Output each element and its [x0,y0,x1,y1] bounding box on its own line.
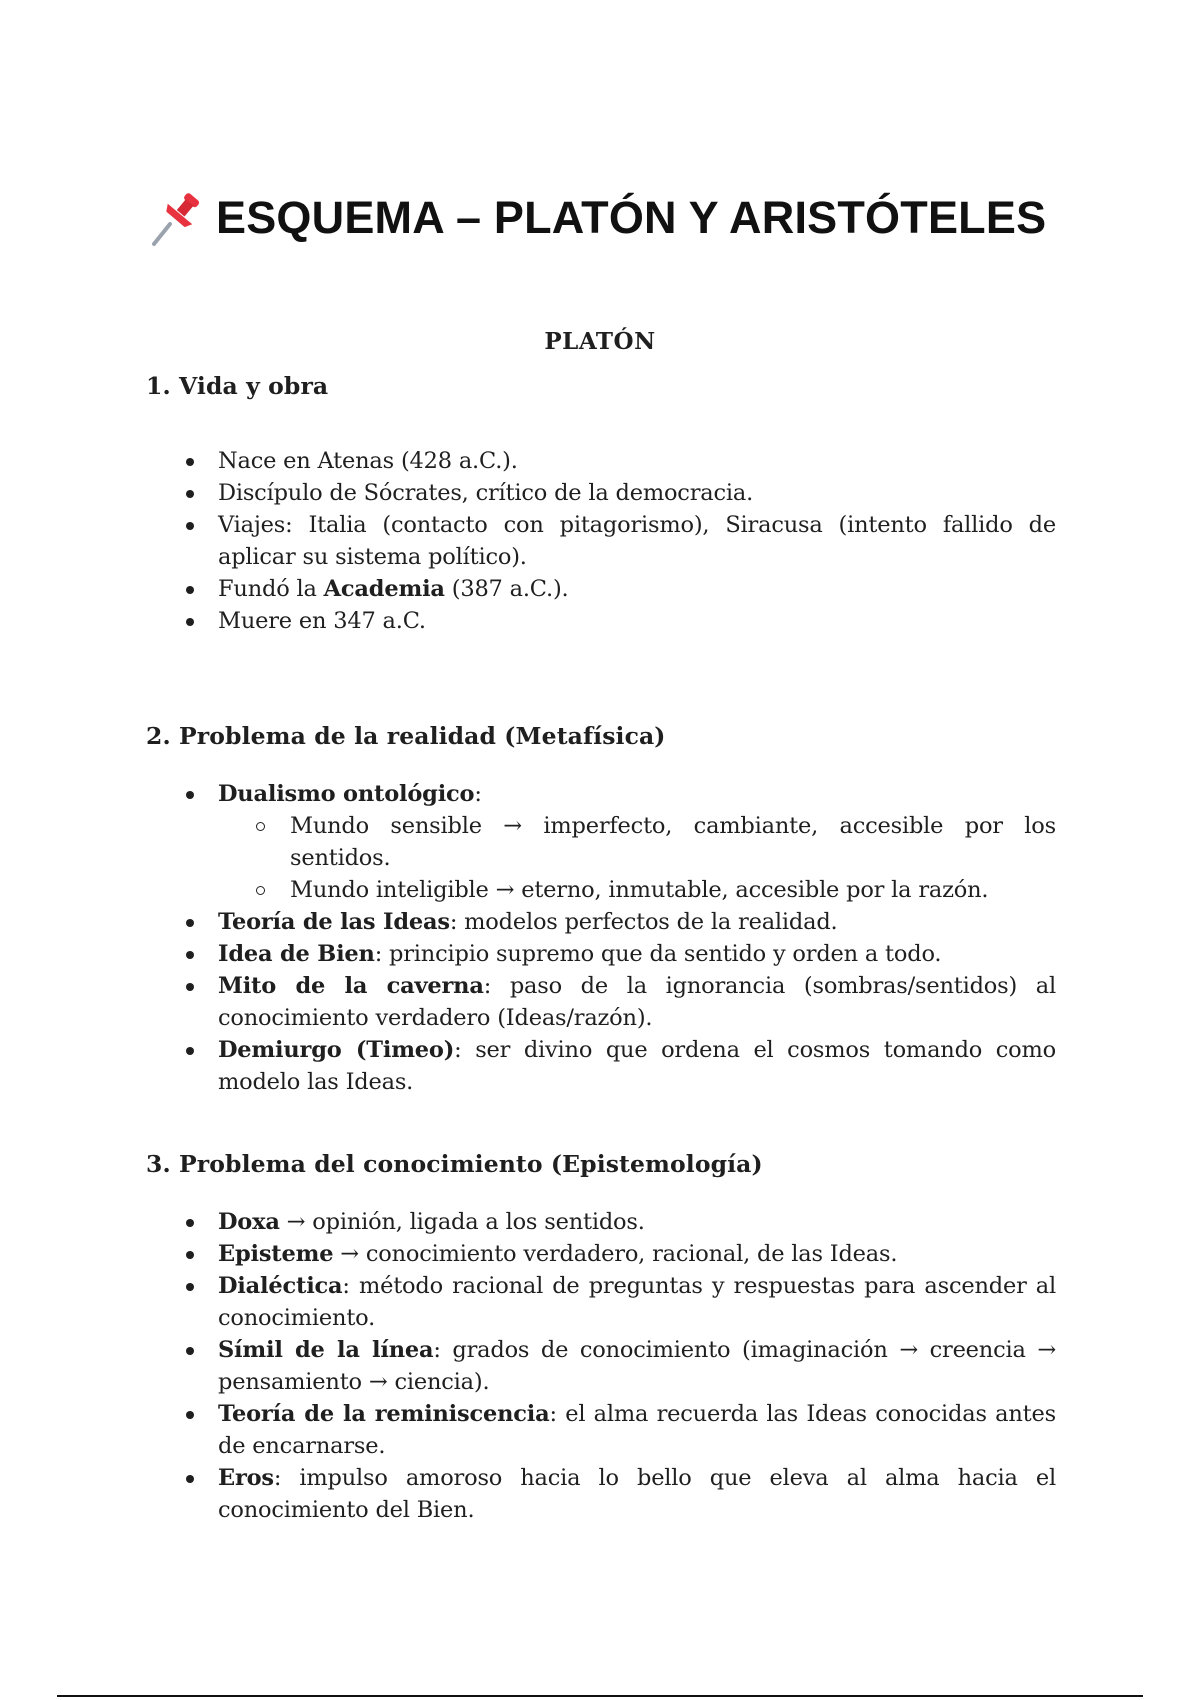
list-realidad [146,778,1056,1098]
list-item: Discípulo de Sócrates, crítico de la democracia. [146,477,1056,509]
page-bottom-rule [57,1695,1143,1697]
section-title: PLATÓN [544,328,656,355]
section-heading-realidad: 2. Problema de la realidad (Metafísica) [146,722,666,750]
list-item: Teoría de la reminiscencia: el alma recuerda las Ideas conocidas antes de encarnarse. [146,1398,1056,1462]
sub-list-item: Mundo sensible → imperfecto, cambiante, accesible por los sentidos. [218,810,1056,874]
section-heading-vida: 1. Vida y obra [146,372,329,400]
list-item: Eros: impulso amoroso hacia lo bello que eleva al alma hacia el conocimiento del Bien. [146,1462,1056,1526]
list-item: Dialéctica: método racional de preguntas y respuestas para ascender al conocimiento. [146,1270,1056,1334]
list-item: Demiurgo (Timeo): ser divino que ordena el cosmos tomando como modelo las Ideas. [146,1034,1056,1098]
list-item: Doxa → opinión, ligada a los sentidos. [146,1206,1056,1238]
list-item: Muere en 347 a.C. [146,605,1056,637]
sub-list [218,810,1056,906]
list-item: Teoría de las Ideas: modelos perfectos de la realidad. [146,906,1056,938]
list-conocimiento [146,1206,1056,1526]
document-header [148,188,1046,248]
pushpin-icon [148,188,204,248]
page-title: ESQUEMA – PLATÓN Y ARISTÓTELES [216,192,1047,243]
list-item: Idea de Bien: principio supremo que da sentido y orden a todo. [146,938,1056,970]
list-item: Fundó la Academia (387 a.C.). [146,573,1056,605]
list-item: Símil de la línea: grados de conocimiento (imaginación → creencia → pensamiento → ciencia). [146,1334,1056,1398]
list-vida [146,445,1056,637]
sub-list-item: Mundo inteligible → eterno, inmutable, accesible por la razón. [218,874,1056,906]
list-item: Viajes: Italia (contacto con pitagorismo), Siracusa (intento fallido de aplicar su sistema político). [146,509,1056,573]
list-item: Mito de la caverna: paso de la ignorancia (sombras/sentidos) al conocimiento verdadero (Ideas/razón). [146,970,1056,1034]
section-heading-conocimiento: 3. Problema del conocimiento (Epistemología) [146,1150,763,1178]
list-item: Nace en Atenas (428 a.C.). [146,445,1056,477]
list-item: Episteme → conocimiento verdadero, racional, de las Ideas. [146,1238,1056,1270]
list-item: Dualismo ontológico: Mundo sensible → imperfecto, cambiante, accesible por los sentidos. Mundo inteligible → eterno, inmutable, accesible por la razón. [146,778,1056,906]
